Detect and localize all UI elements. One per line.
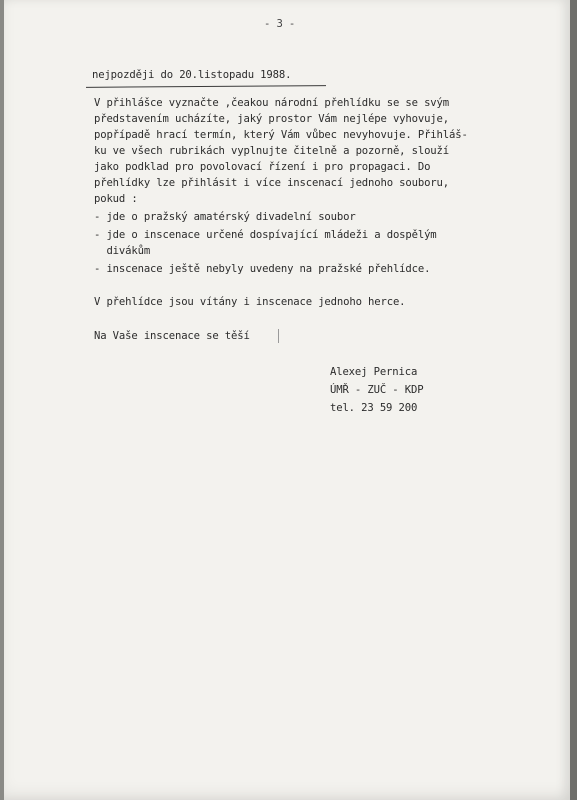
text-line: jako podklad pro povolovací řízení i pro propagaci. Do <box>94 161 431 173</box>
signature-org: ÚMŘ - ZUČ - KDP <box>330 384 424 396</box>
page-number: - 3 - <box>264 18 296 30</box>
list-item: divákům <box>94 245 151 257</box>
deadline-line: nejpozději do 20.listopadu 1988. <box>92 69 292 81</box>
document-page <box>4 0 570 800</box>
signature-name: Alexej Pernica <box>330 366 418 378</box>
text-line: přehlídky lze přihlásit i více inscenací jednoho souboru, <box>94 177 449 189</box>
deadline-underline <box>86 85 326 88</box>
signature-phone: tel. 23 59 200 <box>330 402 418 414</box>
text-line: ku ve všech rubrikách vyplnujte čitelně a pozorně, slouží <box>94 145 449 157</box>
closing-line: Na Vaše inscenace se těší <box>94 330 250 342</box>
list-item: - jde o pražský amatérský divadelní soubor <box>94 211 356 223</box>
text-line: popřípadě hrací termín, který Vám vůbec nevyhovuje. Přihláš- <box>94 129 468 141</box>
text-line: představením ucházíte, jaký prostor Vám nejlépe vyhovuje, <box>94 113 449 125</box>
text-line: V přihlášce vyznačte ,čeakou národní přehlídku se se svým <box>94 97 449 109</box>
paragraph-solo: V přehlídce jsou vítány i inscenace jednoho herce. <box>94 296 406 308</box>
scan-edge <box>570 0 577 800</box>
list-item: - jde o inscenace určené dospívající mládeži a dospělým <box>94 229 437 241</box>
list-item: - inscenace ještě nebyly uvedeny na pražské přehlídce. <box>94 263 431 275</box>
text-line: pokud : <box>94 193 138 205</box>
pencil-mark <box>278 329 279 343</box>
